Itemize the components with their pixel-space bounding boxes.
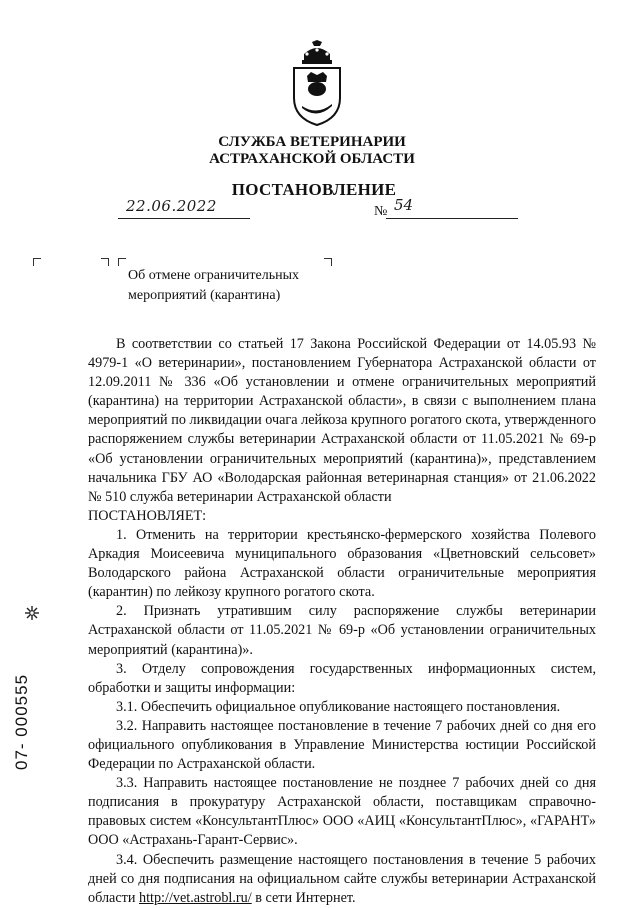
decree-word: ПОСТАНОВЛЯЕТ: <box>88 507 207 524</box>
paragraph-3-1: 3.1. Обеспечить официальное опубликование настоящего постановления. <box>116 698 561 715</box>
corner-mark <box>33 258 41 266</box>
org-name-line-2: АСТРАХАНСКОЙ ОБЛАСТИ <box>209 151 415 167</box>
subject-line-2: мероприятий (карантина) <box>128 288 281 303</box>
document-type-title: ПОСТАНОВЛЕНИЕ <box>231 180 397 199</box>
document-body <box>88 335 596 908</box>
number-label: № <box>374 204 388 219</box>
intro-paragraph: В соответствии со статьей 17 Закона Российской Федерации от 14.05.93 № 4979-1 «О ветеринарии», постановлением Губернатора Астраханской области от 12.09.2011 № 336 «Об установлении и отмене ограничительных мероприятий (карантина) на территории Астраханской области», в связи с выполнением плана мероприятий по ликвидации очага лейкоза крупного рогатого скота, утвержденного распоряжением службы ветеринарии Астраханской области от 11.05.2021 № 69-р «Об установлении ограничительных мероприятий (карантина)», представлением начальника ГБУ АО «Володарская районная ветеринарная станция» от 21.06.2022 № 510 служба ветеринарии Астраханской области <box>88 336 596 505</box>
subject-block <box>128 266 299 306</box>
corner-mark <box>118 258 126 266</box>
paragraph-1: 1. Отменить на территории крестьянско-фермерского хозяйства Полевого Аркадия Моисеевича муниципального образования «Цветновский сельсовет» Володарского района Астраханской области ограничительные мероприятия (карантин) по лейкозу крупного рогатого скота. <box>88 526 596 601</box>
paragraph-3: 3. Отделу сопровождения государственных информационных систем, обработки и защиты информации: <box>88 660 596 696</box>
paragraph-3-2: 3.2. Направить настоящее постановление в течение 7 рабочих дней со дня его официального опубликования в Управление Министерства юстиции Российской Федерации по Астраханской области. <box>88 717 596 773</box>
handwritten-date: 22.06.2022 <box>126 197 217 215</box>
website-link[interactable]: http://vet.astrobl.ru/ <box>138 889 252 906</box>
asterisk-mark-icon <box>24 605 40 621</box>
paragraph-3-4 <box>88 851 596 908</box>
org-name-line-1: СЛУЖБА ВЕТЕРИНАРИИ <box>218 134 406 150</box>
registration-number: 07- 000555 <box>12 673 31 770</box>
coat-of-arms-icon <box>290 40 344 126</box>
handwritten-number: 54 <box>394 196 414 214</box>
paragraph-2: 2. Признать утратившим силу распоряжение службы ветеринарии Астраханской области от 11.05.2021 № 69-р «Об установлении ограничительных мероприятий (карантина)». <box>88 603 596 658</box>
paragraph-3-4-text: 3.4. Обеспечить размещение настоящего постановления в течение 5 рабочих дней со дня подписания на официальном сайте службы ветеринарии Астраханской области <box>88 851 596 906</box>
number-field <box>386 198 518 219</box>
subject-line-1: Об отмене ограничительных <box>128 268 300 283</box>
corner-mark <box>324 258 332 266</box>
corner-mark <box>101 258 109 266</box>
date-field <box>118 198 250 219</box>
paragraph-3-3: 3.3. Направить настоящее постановление не позднее 7 рабочих дней со дня подписания в прокуратуру Астраханской области, поставщикам справочно-правовых систем «КонсультантПлюс» ООО «АИЦ «КонсультантПлюс», «ГАРАНТ» ООО «Астрахань-Гарант-Сервис». <box>88 775 596 849</box>
paragraph-3-4-tail: в сети Интернет. <box>251 889 356 906</box>
